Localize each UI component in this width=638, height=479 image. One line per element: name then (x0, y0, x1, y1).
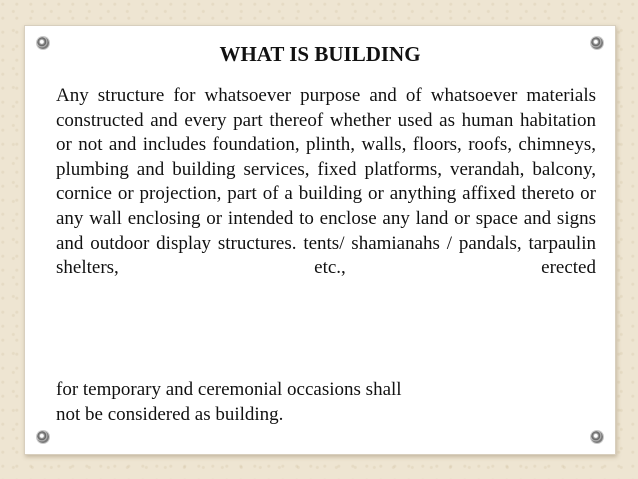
definition-line: not be considered as building. (56, 404, 284, 425)
pushpin-icon (37, 431, 49, 443)
definition-line: for temporary and ceremonial occasions shall (56, 379, 402, 400)
pushpin-icon (591, 431, 603, 443)
slide-card (24, 25, 616, 455)
definition-paragraph: Any structure for whatsoever purpose and of whatsoever materials constructed and every part thereof whether used as human habitation or not and includes foundation, plinth, walls, floors, roofs, chimneys, plumbing and building services, fixed platforms, verandah, balcony, cornice or projection, part of a building or anything affixed thereto or any wall enclosing or intended to enclose any land or space and signs and outdoor display structures. tents/ shamianahs / pandals, tarpaulin shelters, etc., erected (56, 85, 596, 279)
slide-title: WHAT IS BUILDING (219, 42, 421, 66)
